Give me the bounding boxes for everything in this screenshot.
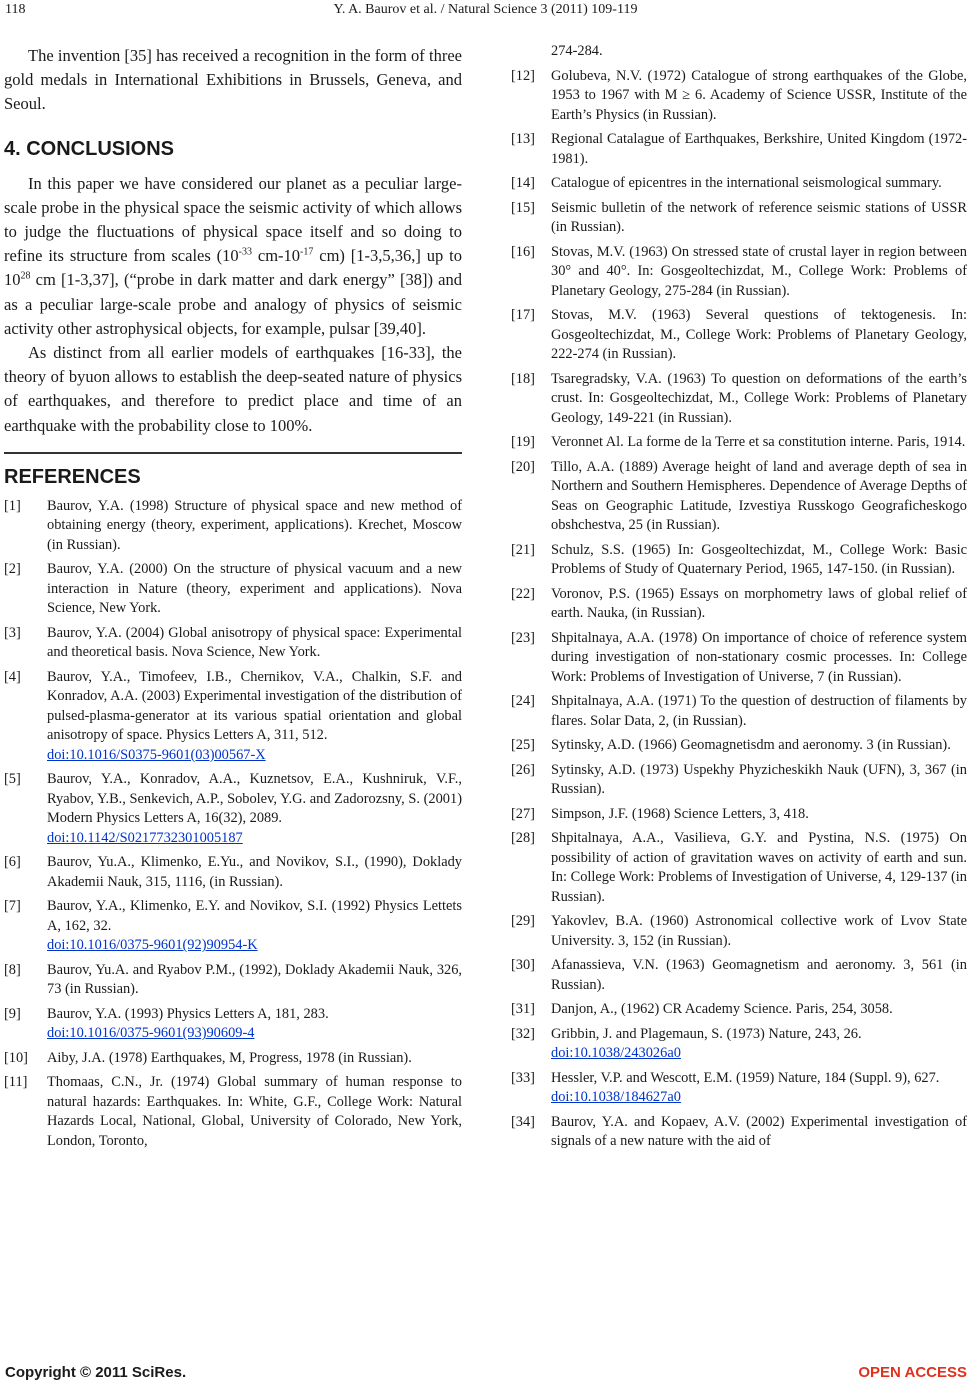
reference-item [511,629,967,688]
reference-continuation: 274-284. [551,43,603,59]
reference-text: Stovas, M.V. (1963) On stressed state of crustal layer in region between 30° and 40°. In: Gosgeoltechizdat, M., College Work: Problems of Planetary Geology, 275-284 (in Russian). [551,243,967,299]
reference-number: [5] [4,771,21,788]
reference-text: Regional Catalague of Earthquakes, Berkshire, United Kingdom (1972-1981). [551,131,967,167]
reference-item [511,458,967,536]
reference-text: Baurov, Y.A. and Kopaev, A.V. (2002) Experimental investigation of signals of a new nature with the aid of [551,1113,967,1149]
reference-number: [29] [511,913,535,929]
reference-item [4,1005,462,1044]
reference-text: Baurov, Y.A., Konradov, A.A., Kuznetsov, E.A., Kushniruk, V.F., Ryabov, Y.B., Senkevich, A.P., Sobolev, Y.G. and Zadorozsny, S. (2001) Modern Physics Letters A, 16(32), 2089. doi:10.1142/S0217732301005187 [47,770,462,848]
reference-item [511,736,967,756]
reference-number: [19] [511,434,535,450]
reference-text: Hessler, V.P. and Wescott, E.M. (1959) Nature, 184 (Suppl. 9), 627. doi:10.1038/184627a0 [551,1069,967,1108]
reference-text: Yakovlev, B.A. (1960) Astronomical collective work of Lvov State University. 3, 152 (in Russian). [551,913,967,949]
reference-item [511,805,967,825]
reference-item [511,174,967,194]
copyright-notice: Copyright © 2011 SciRes. [5,1364,187,1381]
reference-text: Schulz, S.S. (1965) In: Gosgeoltechizdat, M., College Work: Basic Problems of Study of Quaternary Period, 1965, 147-150. (in Russian). [551,541,967,577]
reference-number: [21] [511,541,535,558]
reference-text: Afanassieva, V.N. (1963) Geomagnetism and aeronomy. 3, 561 (in Russian). [551,957,967,993]
intro-paragraph: The invention [35] has received a recognition in the form of three gold medals in International Exhibitions in Brussels, Geneva, and Seoul. [4,46,462,114]
open-access-badge: OPEN ACCESS [858,1364,967,1381]
reference-text: Baurov, Y.A., Klimenko, E.Y. and Novikov, S.I. (1992) Physics Lettets A, 162, 32. doi:10.1016/0375-9601(92)90954-K [47,897,462,956]
reference-item [511,1113,967,1152]
reference-item [511,1000,967,1020]
reference-text: Veronnet Al. La forme de la Terre et sa constitution interne. Paris, 1914. [551,434,966,450]
reference-item [4,1049,462,1069]
reference-item [511,199,967,238]
doi-link[interactable]: doi:10.1038/184627a0 [551,1089,681,1105]
reference-text: Baurov, Y.A. (2000) On the structure of physical vacuum and a new interaction in Nature (theory, experiment and applications). Nova Science, New York. [47,561,462,617]
reference-item [4,770,462,848]
reference-number: [32] [511,1025,535,1042]
reference-item [511,585,967,624]
reference-number: [17] [511,307,535,323]
reference-text: Baurov, Y.A. (1993) Physics Letters A, 181, 283. doi:10.1016/0375-9601(93)90609-4 [47,1005,462,1044]
reference-number: [20] [511,458,535,475]
reference-list-right [511,67,967,1152]
reference-text: Catalogue of epicentres in the international seismological summary. [551,175,942,191]
reference-text: Baurov, Yu.A. and Ryabov P.M., (1992), Doklady Akademii Nauk, 326, 73 (in Russian). [47,961,462,998]
reference-text: Gribbin, J. and Plagemaun, S. (1973) Nature, 243, 26. doi:10.1038/243026a0 [551,1025,967,1064]
reference-text: Baurov, Yu.A., Klimenko, E.Yu., and Novikov, S.I., (1990), Doklady Akademii Nauk, 315, 1116, (in Russian). [47,854,462,890]
running-head: Y. A. Baurov et al. / Natural Science 3 (2011) 109-119 [333,2,638,17]
reference-item [511,370,967,429]
reference-list-left [4,497,462,1152]
page-number: 118 [5,2,26,17]
reference-text: Simpson, J.F. (1968) Science Letters, 3, 418. [551,805,809,822]
reference-number: [24] [511,693,535,709]
doi-link[interactable]: doi:10.1016/S0375-9601(03)00567-X [47,746,266,763]
doi-link[interactable]: doi:10.1016/0375-9601(92)90954-K [47,937,258,954]
reference-item [511,912,967,951]
reference-number: [12] [511,67,535,84]
reference-number: [7] [4,898,21,915]
references-heading: REFERENCES [4,465,141,488]
reference-text: Stovas, M.V. (1963) Several questions of tektogenesis. In: Gosgeoltechizdat, M., College Work: Problems of Planetary Geology, 222-274 (in Russian). [551,307,967,362]
reference-number: [8] [4,961,21,978]
reference-item [511,1069,967,1108]
section-divider [4,452,462,454]
reference-number: [28] [511,830,535,846]
reference-text: Aiby, J.A. (1978) Earthquakes, M, Progress, 1978 (in Russian). [47,1049,412,1066]
reference-number: [25] [511,737,535,753]
reference-item [4,668,462,766]
reference-item [511,956,967,995]
reference-text: Shpitalnaya, A.A. (1971) To the question of destruction of filaments by flares. Solar Data, 2, (in Russian). [551,693,967,729]
reference-number: [34] [511,1113,535,1130]
reference-number: [11] [4,1074,28,1091]
reference-text: Shpitalnaya, A.A. (1978) On importance of choice of reference system during investigation of non-stationary cosmic processes. In: College Work: Problems of Investigation of Universe, 7 (in Russian). [551,629,967,685]
conclusions-paragraph-2: As distinct from all earlier models of earthquakes [16-33], the theory of byuon allows to establish the deep-seated nature of physics of earthquakes, and therefore to predict place and time of an earthquake with the probability close to 100%. [4,343,462,435]
reference-item [511,67,967,126]
reference-item [511,541,967,580]
reference-text: Seismic bulletin of the network of reference seismic stations of USSR (in Russian). [551,199,967,235]
reference-number: [27] [511,805,535,822]
reference-number: [22] [511,585,535,602]
reference-number: [3] [4,624,21,641]
reference-item [511,130,967,169]
reference-number: [4] [4,668,21,685]
reference-number: [16] [511,243,535,260]
reference-number: [23] [511,629,535,646]
conclusions-paragraph-1: In this paper we have considered our planet as a peculiar large-scale probe in the physical space the seismic activity of which allows to judge the fluctuations of physical space itself and so doing to refine its structure from scales ($10^{-33}$ $cm-10^{-17}$ cm) [1-3,5,36,] up to $10^{28}$ cm [1-3,37], (“probe in dark matter and dark energy” [38]) and as a peculiar large-scale probe and analogy of physics of seismic activity other astrophysical objects, for example, pulsar [39,40]. [4,173,462,338]
reference-item [4,624,462,663]
reference-number: [26] [511,761,535,778]
reference-item [4,1073,462,1151]
reference-item [4,897,462,956]
reference-number: [18] [511,370,535,387]
reference-number: [15] [511,199,535,216]
reference-number: [2] [4,561,21,578]
reference-text: Baurov, Y.A. (2004) Global anisotropy of physical space: Experimental and theoretical basis. Nova Science, New York. [47,624,462,661]
reference-text: Sytinsky, A.D. (1973) Uspekhy Phyzicheskikh Nauk (UFN), 3, 367 (in Russian). [551,761,967,797]
reference-number: [13] [511,131,535,147]
doi-link[interactable]: doi:10.1016/0375-9601(93)90609-4 [47,1025,255,1042]
reference-item [511,761,967,800]
reference-number: [14] [511,175,535,191]
left-column [4,44,462,1156]
right-column [511,42,967,1157]
reference-item [4,961,462,1000]
reference-text: Voronov, P.S. (1965) Essays on morphometry laws of global relief of earth. Nauka, (in Russian). [551,585,967,621]
reference-number: [1] [4,497,21,514]
reference-text: Thomaas, C.N., Jr. (1974) Global summary of human response to natural hazards: Earthquakes. In: White, G.F., College Work: Natural Hazards Local, National, Global, University of Colorado, New York, London, Toronto, [47,1074,462,1149]
reference-item [511,433,967,453]
reference-text: Shpitalnaya, A.A., Vasilieva, G.Y. and Pystina, N.S. (1975) On possibility of action of gravitation waves on activity of earth and sun. In: College Work: Problems of Investigation of Universe, 4, 129-137 (in Russian). [551,830,967,905]
reference-text: Tsaregradsky, V.A. (1963) To question on deformations of the earth’s crust. In: Gosgeoltechizdat, M., College Work: Problems of Planetary Geology, 149-221 (in Russian). [551,370,967,426]
doi-link[interactable]: doi:10.1142/S0217732301005187 [47,829,243,846]
reference-number: [9] [4,1005,21,1022]
reference-item [511,829,967,907]
conclusions-heading: 4. CONCLUSIONS [4,137,175,160]
doi-link[interactable]: doi:10.1038/243026a0 [551,1045,681,1061]
reference-item [511,692,967,731]
reference-text: Golubeva, N.V. (1972) Catalogue of strong earthquakes of the Globe, 1953 to 1967 with M ≥ 6. Academy of Science USSR, Institute of the Earth’s Physics (in Russian). [551,67,967,123]
reference-text: Baurov, Y.A., Timofeev, I.B., Chernikov, V.A., Chalkin, S.F. and Konradov, A.A. (2003) Experimental investigation of the distribution of pulsed-plasma-generator at its various spatial orientation and global anisotropy of space. Physics Letters A, 311, 512. doi:10.1016/S0375-9601(03)00567-X [47,668,462,766]
reference-item [511,243,967,302]
reference-item [4,497,462,556]
reference-number: [10] [4,1049,28,1066]
reference-text: Baurov, Y.A. (1998) Structure of physical space and new method of obtaining energy (theory, experiment, applications). Krechet, Moscow (in Russian). [47,497,462,553]
reference-number: [6] [4,854,21,871]
reference-text: Sytinsky, A.D. (1966) Geomagnetisdm and aeronomy. 3 (in Russian). [551,737,951,753]
reference-item [4,853,462,892]
reference-number: [31] [511,1001,535,1017]
reference-item [511,1025,967,1064]
reference-text: Tillo, A.A. (1889) Average height of land and average depth of sea in Northern and Southern Hemispheres. Dependence of Average Depths of Seas on Geographic Latitude, Izvestiya Russkogo Geograficheskogo obshchestva, 25 (in Russian). [551,458,967,533]
reference-item [4,560,462,619]
reference-number: [33] [511,1069,535,1086]
reference-number: [30] [511,957,535,973]
reference-text: Danjon, A., (1962) CR Academy Science. Paris, 254, 3058. [551,1001,893,1017]
reference-item [511,306,967,365]
